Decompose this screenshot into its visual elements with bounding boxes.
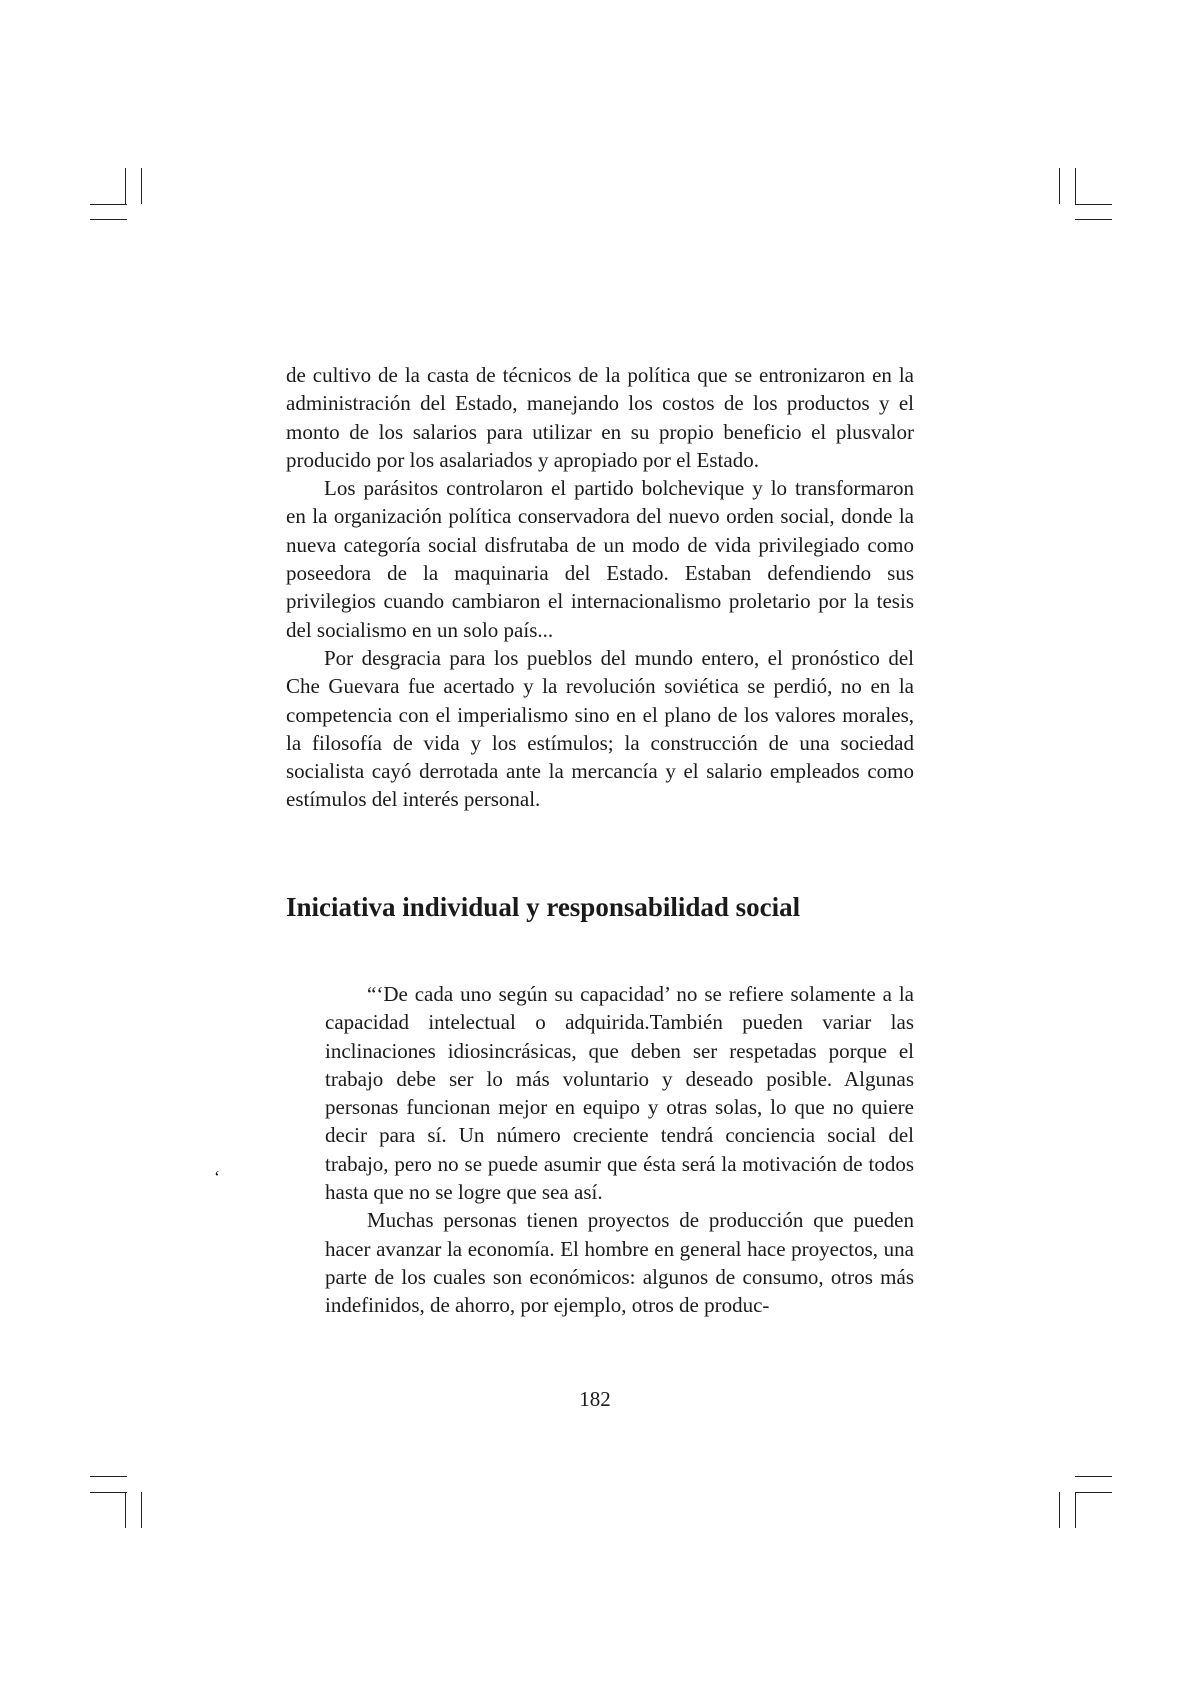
quote-paragraph: “‘De cada uno según su capacidad’ no se refiere solamente a la capacidad intelectual o adquirida.También pueden variar las inclinaciones idiosincrásicas, que deben ser respetadas porque el trabajo debe ser lo más voluntario y deseado posible. Algunas personas funcionan mejor en equipo y otras solas, lo que no quiere decir para sí. Un número creciente tendrá conciencia social del trabajo, pero no se puede asumir que ésta será la motivación de todos hasta que no se logre que sea así. [325,982,914,1205]
paragraph: Los parásitos controlaron el partido bolchevique y lo transformaron en la organización política conservadora del nuevo orden social, donde la nueva categoría social disfrutaba de un modo de vida privilegiado como poseedora de la maquinaria del Estado. Estaban defendiendo sus privilegios cuando cambiaron el internacionalismo proletario por la tesis del socialismo en un solo país... [286,476,914,642]
stray-quote-mark: ‘ [214,1167,220,1187]
paragraph: de cultivo de la casta de técnicos de la política que se entronizaron en la administración del Estado, manejando los costos de los productos y el monto de los salarios para utilizar en su propio beneficio el plusvalor producido por los asalariados y apropiado por el Estado. [286,363,914,472]
page-number: 182 [579,1387,611,1411]
body-text [286,361,914,814]
section-heading: Iniciativa individual y responsabilidad social [286,892,801,922]
block-quote [325,980,914,1320]
paragraph: Por desgracia para los pueblos del mundo entero, el pronóstico del Che Guevara fue acertado y la revolución soviética se perdió, no en la competencia con el imperialismo sino en el plano de los valores morales, la filosofía de vida y los estímulos; la construcción de una sociedad socialista cayó derrotada ante la mercancía y el salario empleados como estímulos del interés personal. [286,645,914,812]
quote-paragraph: Muchas personas tienen proyectos de producción que pueden hacer avanzar la economía. El hombre en general hace proyectos, una parte de los cuales son económicos: algunos de consumo, otros más indefinidos, de ahorro, por ejemplo, otros de produc- [325,1208,914,1318]
